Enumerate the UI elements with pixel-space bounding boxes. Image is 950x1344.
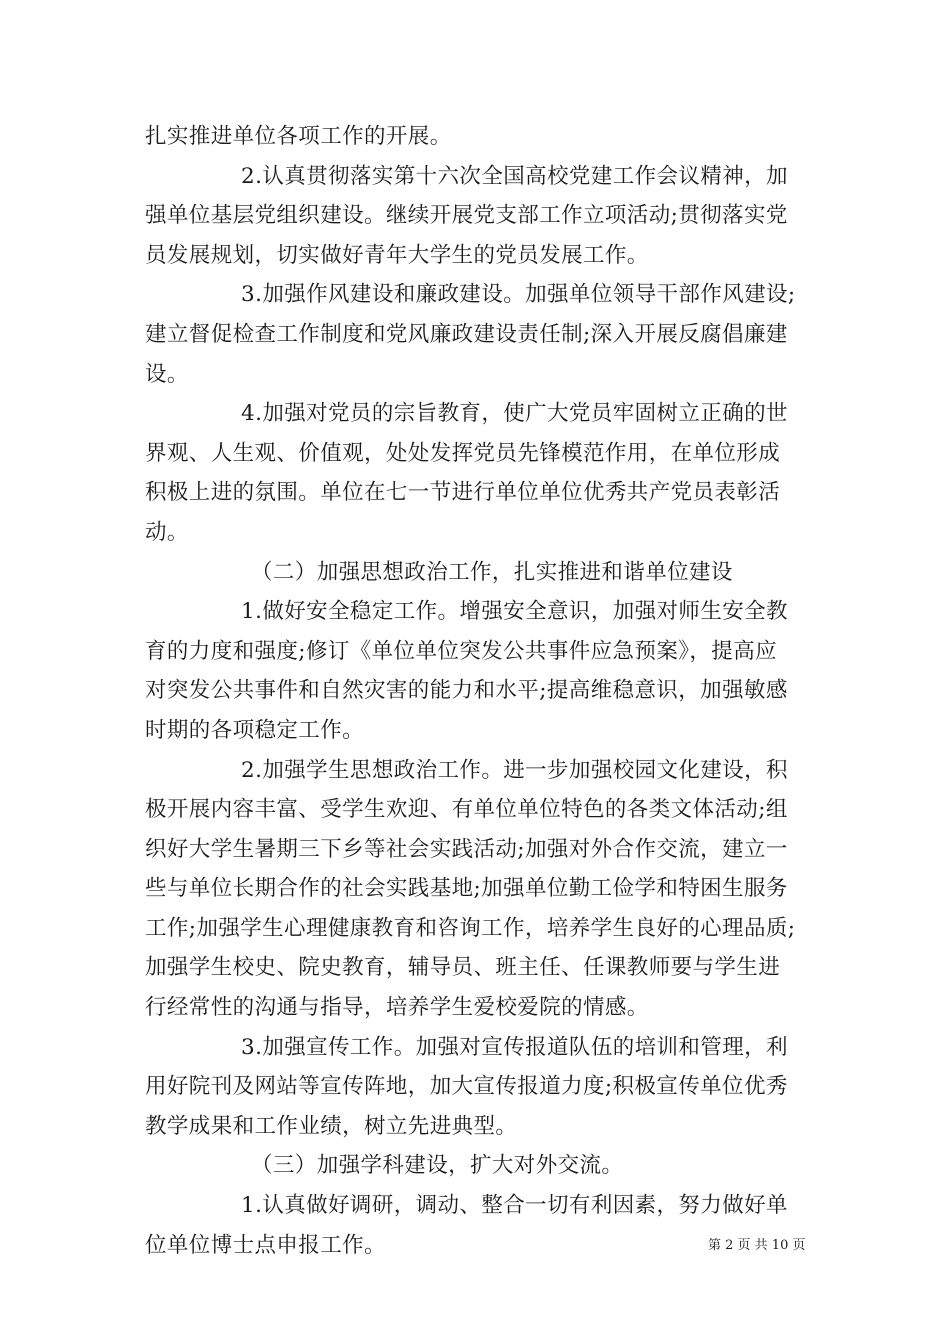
text-line: 行经常性的沟通与指导，培养学生爱校爱院的情感。 [145,995,649,1021]
page-number: 第 2 页 共 10 页 [708,1238,806,1253]
text-line: 1.做好安全稳定工作。增强安全意识，加强对师生安全教 [241,599,788,625]
text-line: 设。 [145,361,189,387]
section-heading: （三）加强学科建设，扩大对外交流。 [251,1153,624,1179]
text-line: 2.加强学生思想政治工作。进一步加强校园文化建设，积 [241,757,788,783]
text-line: 极开展内容丰富、受学生欢迎、有单位单位特色的各类文体活动;组 [145,797,788,823]
section-heading: （二）加强思想政治工作，扎实推进和谐单位建设 [251,559,733,585]
text-line: 1.认真做好调研，调动、整合一切有利因素，努力做好单 [241,1193,788,1219]
text-line: 育的力度和强度;修订《单位单位突发公共事件应急预案》，提高应 [145,638,777,664]
text-line: 位单位博士点申报工作。 [145,1232,386,1258]
text-line: 加强学生校史、院史教育，辅导员、班主任、任课教师要与学生进 [145,955,781,981]
text-line: 员发展规划，切实做好青年大学生的党员发展工作。 [145,242,649,268]
text-line: 工作;加强学生心理健康教育和咨询工作，培养学生良好的心理品质; [145,915,796,941]
text-line: 2.认真贯彻落实第十六次全国高校党建工作会议精神，加 [241,163,788,189]
text-line: 扎实推进单位各项工作的开展。 [145,124,452,149]
text-line: 时期的各项稳定工作。 [145,717,365,743]
text-line: 动。 [145,519,189,545]
text-line: 3.加强作风建设和廉政建设。加强单位领导干部作风建设; [241,282,796,308]
text-line: 界观、人生观、价值观，处处发挥党员先锋模范作用，在单位形成 [145,440,781,466]
text-line: 3.加强宣传工作。加强对宣传报道队伍的培训和管理，利 [241,1034,788,1060]
text-line: 用好院刊及网站等宣传阵地，加大宣传报道力度;积极宣传单位优秀 [145,1074,788,1100]
text-line: 积极上进的氛围。单位在七一节进行单位单位优秀共产党员表彰活 [145,480,781,506]
text-line: 织好大学生暑期三下乡等社会实践活动;加强对外合作交流，建立一 [145,836,788,862]
text-line: 些与单位长期合作的社会实践基地;加强单位勤工俭学和特困生服务 [145,876,788,902]
document-body [145,117,815,1265]
text-line: 4.加强对党员的宗旨教育，使广大党员牢固树立正确的世 [241,401,788,427]
text-line: 教学成果和工作业绩，树立先进典型。 [145,1113,518,1139]
text-line: 强单位基层党组织建设。继续开展党支部工作立项活动;贯彻落实党 [145,203,788,229]
text-line: 对突发公共事件和自然灾害的能力和水平;提高维稳意识，加强敏感 [145,678,788,704]
text-line: 建立督促检查工作制度和党风廉政建设责任制;深入开展反腐倡廉建 [145,321,788,347]
